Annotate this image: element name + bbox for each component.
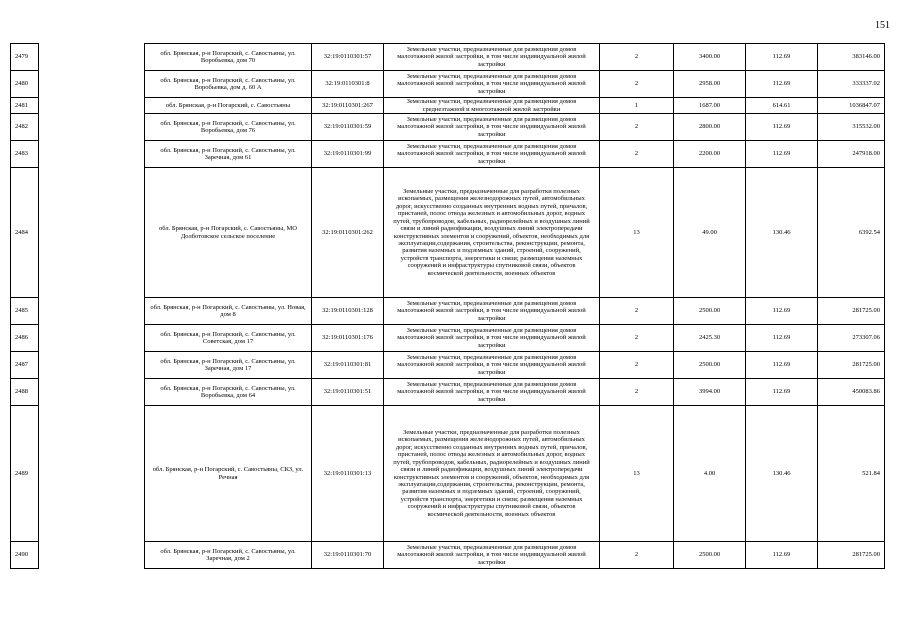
empty-cell	[39, 406, 145, 542]
table-row	[11, 325, 885, 352]
value-cell: 383146.00	[818, 44, 885, 71]
value-cell: 450083.86	[818, 379, 885, 406]
row-number: 2479	[11, 44, 39, 71]
table-row	[11, 406, 885, 542]
land-use-cell: Земельные участки, предназначенные для размещения домов малоэтажной жилой застройки, в том числе индивидуальной жилой застройки	[384, 542, 600, 569]
cadastral-number-cell: 32:19:0110301:59	[312, 114, 384, 141]
group-cell: 2	[600, 325, 674, 352]
value-cell: 281725.00	[818, 352, 885, 379]
cadastral-number-cell: 32:19:0110301:8	[312, 71, 384, 98]
empty-cell	[39, 44, 145, 71]
value-cell: 273307.06	[818, 325, 885, 352]
rate-cell: 112.69	[746, 352, 818, 379]
area-cell: 3400.00	[674, 44, 746, 71]
area-cell: 1687.00	[674, 98, 746, 114]
table-row	[11, 114, 885, 141]
row-number: 2488	[11, 379, 39, 406]
empty-cell	[39, 379, 145, 406]
land-use-cell: Земельные участки, предназначенные для размещения домов малоэтажной жилой застройки, в том числе индивидуальной жилой застройки	[384, 325, 600, 352]
empty-cell	[39, 298, 145, 325]
cadastral-number-cell: 32:19:0110301:262	[312, 168, 384, 298]
value-cell: 281725.00	[818, 298, 885, 325]
address-cell: обл. Брянская, р-н Погарский, с. Савостьяны, ул. Советская, дом 17	[145, 325, 312, 352]
row-number: 2486	[11, 325, 39, 352]
land-use-cell: Земельные участки, предназначенные для размещения домов малоэтажной жилой застройки, в том числе индивидуальной жилой застройки	[384, 141, 600, 168]
group-cell: 13	[600, 406, 674, 542]
land-use-cell: Земельные участки, предназначенные для размещения домов малоэтажной жилой застройки, в том числе индивидуальной жилой застройки	[384, 352, 600, 379]
value-cell: 247918.00	[818, 141, 885, 168]
area-cell: 4.00	[674, 406, 746, 542]
value-cell: 1036847.07	[818, 98, 885, 114]
value-cell: 281725.00	[818, 542, 885, 569]
table-row	[11, 379, 885, 406]
page-number: 151	[875, 20, 890, 31]
address-cell: обл. Брянская, р-н Погарский, с. Савостьяны, ул. Воробьевка, дом д. 60 А	[145, 71, 312, 98]
rate-cell: 112.69	[746, 71, 818, 98]
group-cell: 2	[600, 141, 674, 168]
address-cell: обл. Брянская, р-н Погарский, с. Савостьяны, ул. Воробьевка, дом 70	[145, 44, 312, 71]
land-use-cell: Земельные участки, предназначенные для размещения домов малоэтажной жилой застройки, в том числе индивидуальной жилой застройки	[384, 44, 600, 71]
rate-cell: 112.69	[746, 542, 818, 569]
area-cell: 2800.00	[674, 114, 746, 141]
cadastral-number-cell: 32:19:0110301:70	[312, 542, 384, 569]
group-cell: 2	[600, 352, 674, 379]
group-cell: 2	[600, 114, 674, 141]
rate-cell: 112.69	[746, 379, 818, 406]
table-row	[11, 44, 885, 71]
row-number: 2487	[11, 352, 39, 379]
table-row	[11, 71, 885, 98]
table-row	[11, 141, 885, 168]
land-use-cell: Земельные участки, предназначенные для размещения домов малоэтажной жилой застройки, в том числе индивидуальной жилой застройки	[384, 114, 600, 141]
address-cell: обл. Брянская, р-н Погарский, с. Савостьяны, ул. Воробьевка, дом 64	[145, 379, 312, 406]
value-cell: 315532.00	[818, 114, 885, 141]
table-row	[11, 542, 885, 569]
empty-cell	[39, 352, 145, 379]
table-row	[11, 298, 885, 325]
area-cell: 2425.30	[674, 325, 746, 352]
group-cell: 1	[600, 98, 674, 114]
area-cell: 2500.00	[674, 298, 746, 325]
cadastral-number-cell: 32:19:0110301:128	[312, 298, 384, 325]
row-number: 2483	[11, 141, 39, 168]
row-number: 2489	[11, 406, 39, 542]
group-cell: 2	[600, 71, 674, 98]
land-use-cell: Земельные участки, предназначенные для размещения домов малоэтажной жилой застройки, в том числе индивидуальной жилой застройки	[384, 298, 600, 325]
table-row	[11, 98, 885, 114]
address-cell: обл. Брянская, р-н Погарский, с. Савостьяны, ул. Заречная, дом 17	[145, 352, 312, 379]
group-cell: 2	[600, 298, 674, 325]
address-cell: обл. Брянская, р-н Погарский, с. Савостьяны, МО Долботовское сельское поселение	[145, 168, 312, 298]
empty-cell	[39, 71, 145, 98]
cadastral-number-cell: 32:19:0110301:176	[312, 325, 384, 352]
land-use-cell: Земельные участки, предназначенные для разработки полезных ископаемых, размещения железнодорожных путей, автомобильных дорог, искусственно созданных внутренних водных путей, причалов, пристаней, полос отвода железных и автомобильных дорог, водных путей, трубопроводов, кабельных, радиорелейных и воздушных линий связи и линий радиофикации, воздушных линий электропередачи конструктивных элементов и сооружений, объектов, необходимых для эксплуатации,содержания, строительства, реконструкции, ремонта, развития наземных и подземных зданий, строений, сооружений, устройств транспорта, энергетики и связи; размещения наземных сооружений и инфраструктуры спутниковой связи, объектов космической деятельности, военных объектов	[384, 406, 600, 542]
cadastral-number-cell: 32:19:0110301:81	[312, 352, 384, 379]
address-cell: обл. Брянская, р-н Погарский, с. Савостьяны, ул. Новая, дом 8	[145, 298, 312, 325]
row-number: 2484	[11, 168, 39, 298]
empty-cell	[39, 542, 145, 569]
rate-cell: 112.69	[746, 114, 818, 141]
cadastral-number-cell: 32:19:0110301:13	[312, 406, 384, 542]
table-row	[11, 352, 885, 379]
rate-cell: 112.69	[746, 44, 818, 71]
row-number: 2482	[11, 114, 39, 141]
rate-cell: 614.61	[746, 98, 818, 114]
area-cell: 3994.00	[674, 379, 746, 406]
value-cell: 333337.02	[818, 71, 885, 98]
address-cell: обл. Брянская, р-н Погарский, с. Савостьяны	[145, 98, 312, 114]
area-cell: 2500.00	[674, 352, 746, 379]
empty-cell	[39, 98, 145, 114]
land-use-cell: Земельные участки, предназначенные для размещения домов малоэтажной жилой застройки, в том числе индивидуальной жилой застройки	[384, 379, 600, 406]
value-cell: 6392.54	[818, 168, 885, 298]
rate-cell: 130.46	[746, 406, 818, 542]
row-number: 2481	[11, 98, 39, 114]
value-cell: 521.84	[818, 406, 885, 542]
group-cell: 13	[600, 168, 674, 298]
cadastral-number-cell: 32:19:0110301:99	[312, 141, 384, 168]
area-cell: 2500.00	[674, 542, 746, 569]
cadastral-value-table	[10, 43, 885, 569]
land-use-cell: Земельные участки, предназначенные для размещения домов среднеэтажной и многоэтажной жилой застройки	[384, 98, 600, 114]
area-cell: 2958.00	[674, 71, 746, 98]
address-cell: обл. Брянская, р-н Погарский, с. Савостьяны, ул. Заречная, дом 61	[145, 141, 312, 168]
group-cell: 2	[600, 379, 674, 406]
row-number: 2490	[11, 542, 39, 569]
land-use-cell: Земельные участки, предназначенные для размещения домов малоэтажной жилой застройки, в том числе индивидуальной жилой застройки	[384, 71, 600, 98]
empty-cell	[39, 168, 145, 298]
address-cell: обл. Брянская, р-н Погарский, с. Савостьяны, ул. Заречная, дом 2	[145, 542, 312, 569]
empty-cell	[39, 114, 145, 141]
area-cell: 49.00	[674, 168, 746, 298]
table-row	[11, 168, 885, 298]
rate-cell: 112.69	[746, 298, 818, 325]
cadastral-number-cell: 32:19:0110301:267	[312, 98, 384, 114]
rate-cell: 112.69	[746, 141, 818, 168]
cadastral-number-cell: 32:19:0110301:57	[312, 44, 384, 71]
row-number: 2480	[11, 71, 39, 98]
row-number: 2485	[11, 298, 39, 325]
address-cell: обл. Брянская, р-н Погарский, с. Савостьяны, ул. Воробьевка, дом 76	[145, 114, 312, 141]
cadastral-number-cell: 32:19:0110301:51	[312, 379, 384, 406]
group-cell: 2	[600, 542, 674, 569]
group-cell: 2	[600, 44, 674, 71]
rate-cell: 112.69	[746, 325, 818, 352]
empty-cell	[39, 141, 145, 168]
empty-cell	[39, 325, 145, 352]
rate-cell: 130.46	[746, 168, 818, 298]
address-cell: обл. Брянская, р-н Погарский, с. Савостьяны, СКЗ, ул. Речная	[145, 406, 312, 542]
area-cell: 2200.00	[674, 141, 746, 168]
land-use-cell: Земельные участки, предназначенные для разработки полезных ископаемых, размещения железнодорожных путей, автомобильных дорог, искусственно созданных внутренних водных путей, причалов, пристаней, полос отвода железных и автомобильных дорог, водных путей, трубопроводов, кабельных, радиорелейных и воздушных линий связи и линий радиофикации, воздушных линий электропередачи конструктивных элементов и сооружений, объектов, необходимых для эксплуатации,содержания, строительства, реконструкции, ремонта, развития наземных и подземных зданий, строений, сооружений, устройств транспорта, энергетики и связи; размещения наземных сооружений и инфраструктуры спутниковой связи, объектов космической деятельности, военных объектов	[384, 168, 600, 298]
